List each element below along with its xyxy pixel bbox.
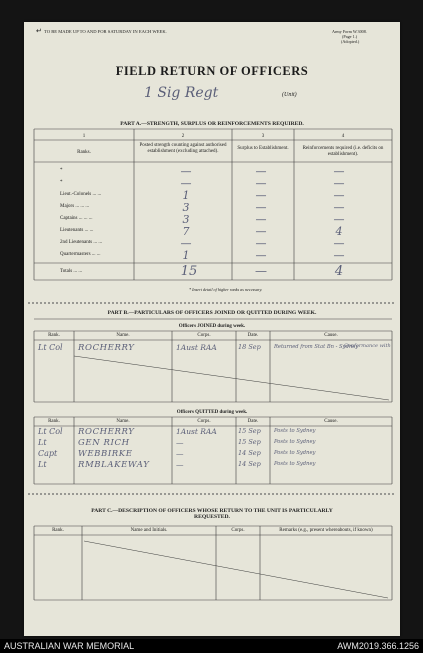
officer-rank: Lt — [38, 460, 47, 469]
rank-label: Lieutenants ... ... — [60, 228, 94, 233]
totals-surplus: — — [255, 264, 267, 278]
officer-date: 15 Sep — [238, 427, 261, 435]
joined-col-header: Corps. — [197, 333, 211, 338]
col-number-2: 2 — [181, 134, 185, 139]
officer-cause: Posts to Sydney — [274, 428, 316, 434]
joined-col-header: Cause. — [324, 333, 338, 338]
quitted-title: Officers QUITTED during week. — [176, 410, 248, 415]
part-c-col-header: Rank. — [52, 528, 64, 533]
totals-posted: 15 — [180, 264, 198, 279]
part-a-footnote: * Insert detail of higher ranks as necessary. — [189, 287, 263, 292]
quitted-col-header: Corps. — [197, 419, 211, 424]
posted-value: 1 — [182, 189, 190, 202]
adopted-note: (Adopted.) — [341, 39, 360, 44]
joined-title: Officers JOINED during week. — [178, 324, 246, 329]
officer-date: 18 Sep — [238, 343, 261, 351]
quitted-col-header: Cause. — [324, 419, 338, 424]
officer-rank: Lt Col — [38, 427, 63, 436]
officer-name: ROCHERRY — [78, 343, 135, 353]
officer-name: ROCHERRY — [78, 427, 135, 437]
col-header-ranks: Ranks. — [77, 150, 91, 155]
unit-label: (Unit) — [282, 92, 297, 98]
col-number-1: 1 — [82, 134, 86, 139]
officer-corps: — — [176, 438, 184, 447]
officer-date: 14 Sep — [238, 449, 261, 457]
officer-rank: Lt Col — [38, 343, 63, 352]
page-number: (Page 1.) — [342, 34, 358, 39]
footer-source: AUSTRALIAN WAR MEMORIAL — [4, 641, 135, 651]
quitted-col-header: Date. — [247, 419, 259, 424]
part-c-col-header: Corps. — [231, 528, 245, 533]
surplus-value: — — [255, 165, 267, 178]
reinforcement-value: — — [333, 189, 345, 202]
top-note: TO BE MADE UP TO AND FOR SATURDAY IN EACH WEEK. — [44, 29, 167, 34]
officer-corps: 1Aust RAA — [176, 427, 217, 436]
joined-col-header: Date. — [247, 333, 259, 338]
joined-col-header: Rank. — [48, 333, 60, 338]
officer-date: 14 Sep — [238, 460, 261, 468]
officer-date: 15 Sep — [238, 438, 261, 446]
footer-accession: AWM2019.366.1256 — [337, 641, 419, 651]
quitted-col-header: Rank. — [48, 419, 60, 424]
reinforcement-value: — — [333, 237, 345, 250]
corner-arrow-icon: ↵ — [36, 27, 42, 35]
part-c-col-header: Name and Initials. — [130, 528, 168, 533]
posted-value: 1 — [182, 249, 190, 262]
officer-cause: Returned from Stat Bn - Sydney — [274, 344, 359, 350]
col-number-3: 3 — [261, 134, 265, 139]
col-header-surplus: Surplus to Establishment. — [237, 146, 289, 151]
surplus-value: — — [255, 189, 267, 202]
posted-value: — — [180, 177, 192, 190]
surplus-value: — — [255, 213, 267, 226]
officer-rank: Lt — [38, 438, 47, 447]
joined-col-header: Name. — [116, 333, 130, 338]
col-header-posted: Posted strength counting against authorised establishment (excluding attached). — [139, 143, 227, 154]
surplus-value: — — [255, 249, 267, 262]
rank-label: * — [60, 180, 63, 185]
rank-label: Lieut.-Colonels ... ... — [60, 192, 102, 197]
part-c-col-header: Remarks (e.g., present whereabouts, if known) — [279, 528, 373, 533]
reinforcement-value: 4 — [335, 225, 343, 238]
totals-label: Totals ... ... — [60, 269, 83, 274]
surplus-value: — — [255, 237, 267, 250]
unit-handwritten: 1 Sig Regt — [144, 85, 219, 101]
officer-corps: — — [176, 460, 184, 469]
posted-value: — — [180, 237, 192, 250]
paper-form — [24, 22, 400, 636]
rank-label: * — [60, 168, 63, 173]
officer-name: GEN RICH — [78, 438, 130, 448]
rank-label: Captains ... ... ... — [60, 216, 93, 221]
army-form-number: Army Form W.3008. — [332, 29, 367, 34]
footer-bar — [0, 639, 423, 653]
officer-rank: Capt — [38, 449, 58, 458]
posted-value: 3 — [182, 201, 190, 214]
reinforcement-value: — — [333, 201, 345, 214]
col-header-reinforcements: Reinforcements required (i.e. deficits on establishment). — [302, 146, 384, 157]
posted-value: 7 — [182, 225, 190, 238]
quitted-col-header: Name. — [116, 419, 130, 424]
surplus-value: — — [255, 201, 267, 214]
officer-corps: — — [176, 449, 184, 458]
officer-name: RMBLAKEWAY — [78, 460, 150, 470]
reinforcement-value: — — [333, 213, 345, 226]
reinforcement-value: — — [333, 177, 345, 190]
officer-corps: 1Aust RAA — [176, 343, 217, 352]
form-rules — [24, 22, 400, 636]
part-b-title: PART B.—PARTICULARS OF OFFICERS JOINED OR QUITTED DURING WEEK. — [107, 310, 317, 316]
posted-value: — — [180, 165, 192, 178]
officer-cause: Posts to Sydney — [274, 439, 316, 445]
joined-cause-note: Conformance with — [344, 343, 391, 349]
surplus-value: — — [255, 225, 267, 238]
rank-label: Majors ... ... ... — [60, 204, 90, 209]
officer-cause: Posts to Sydney — [274, 450, 316, 456]
surplus-value: — — [255, 177, 267, 190]
rank-label: Quartermasters ... ... — [60, 252, 101, 257]
part-c-title: PART C.—DESCRIPTION OF OFFICERS WHOSE RETURN TO THE UNIT IS PARTICULARLY REQUESTED. — [91, 508, 333, 520]
officer-cause: Posts to Sydney — [274, 461, 316, 467]
form-title: FIELD RETURN OF OFFICERS — [115, 64, 309, 78]
officer-name: WEBBIRKE — [78, 449, 133, 459]
col-number-4: 4 — [341, 134, 345, 139]
part-a-title: PART A.—STRENGTH, SURPLUS OR REINFORCEMENTS REQUIRED. — [120, 121, 304, 127]
rank-label: 2nd Lieutenants ... ... — [60, 240, 103, 245]
totals-reinforcement: 4 — [334, 264, 344, 279]
reinforcement-value: — — [333, 165, 345, 178]
posted-value: 3 — [182, 213, 190, 226]
reinforcement-value: — — [333, 249, 345, 262]
